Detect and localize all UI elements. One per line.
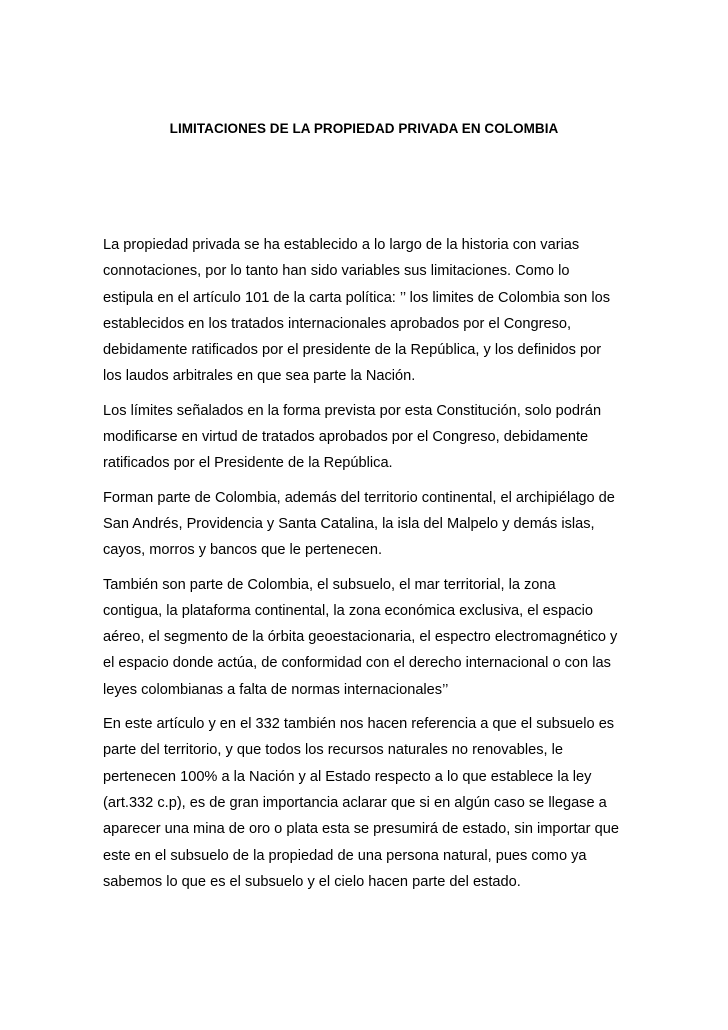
- text-line: los laudos arbitrales en que sea parte la Nación.: [103, 368, 416, 385]
- paragraph-2: [103, 398, 663, 477]
- text-line: parte del territorio, y que todos los recursos naturales no renovables, le: [103, 742, 563, 759]
- text-line: San Andrés, Providencia y Santa Catalina, la isla del Malpelo y demás islas,: [103, 515, 595, 532]
- text-line: ratificados por el Presidente de la República.: [103, 455, 393, 472]
- text-line: En este artículo y en el 332 también nos hacen referencia a que el subsuelo es: [103, 716, 615, 733]
- text-line: Los límites señalados en la forma prevista por esta Constitución, solo podrán: [103, 402, 602, 419]
- text-line: aparecer una mina de oro o plata esta se presumirá de estado, sin importar que: [103, 821, 619, 838]
- text-line: este en el subsuelo de la propiedad de una persona natural, pues como ya: [103, 847, 587, 864]
- text-line: contigua, la plataforma continental, la zona económica exclusiva, el espacio: [103, 602, 593, 619]
- paragraph-3: [103, 485, 663, 564]
- text-line: pertenecen 100% a la Nación y al Estado respecto a lo que establece la ley: [103, 768, 592, 785]
- text-line: cayos, morros y bancos que le pertenecen.: [103, 542, 383, 559]
- paragraph-5: [103, 711, 663, 895]
- text-line: Forman parte de Colombia, además del territorio continental, el archipiélago de: [103, 489, 615, 506]
- paragraph-4: [103, 572, 663, 703]
- text-line: debidamente ratificados por el presidente de la República, y los definidos por: [103, 342, 602, 359]
- text-line: sabemos lo que es el subsuelo y el cielo hacen parte del estado.: [103, 873, 521, 890]
- text-line: estipula en el artículo 101 de la carta política: ’’ los limites de Colombia son los: [103, 289, 610, 306]
- document-title: LIMITACIONES DE LA PROPIEDAD PRIVADA EN COLOMBIA: [169, 121, 559, 136]
- document-body: [103, 232, 663, 903]
- text-line: el espacio donde actúa, de conformidad con el derecho internacional o con las: [103, 655, 611, 672]
- paragraph-1: [103, 232, 663, 390]
- text-line: aéreo, el segmento de la órbita geoestacionaria, el espectro electromagnético y: [103, 629, 618, 646]
- text-line: (art.332 c.p), es de gran importancia aclarar que si en algún caso se llegase a: [103, 794, 607, 811]
- text-line: leyes colombianas a falta de normas internacionales’’: [103, 681, 449, 698]
- text-line: modificarse en virtud de tratados aprobados por el Congreso, debidamente: [103, 429, 589, 446]
- text-line: establecidos en los tratados internacionales aprobados por el Congreso,: [103, 315, 572, 332]
- text-line: connotaciones, por lo tanto han sido variables sus limitaciones. Como lo: [103, 263, 570, 280]
- text-line: La propiedad privada se ha establecido a lo largo de la historia con varias: [103, 237, 580, 253]
- text-line: También son parte de Colombia, el subsuelo, el mar territorial, la zona: [103, 576, 556, 593]
